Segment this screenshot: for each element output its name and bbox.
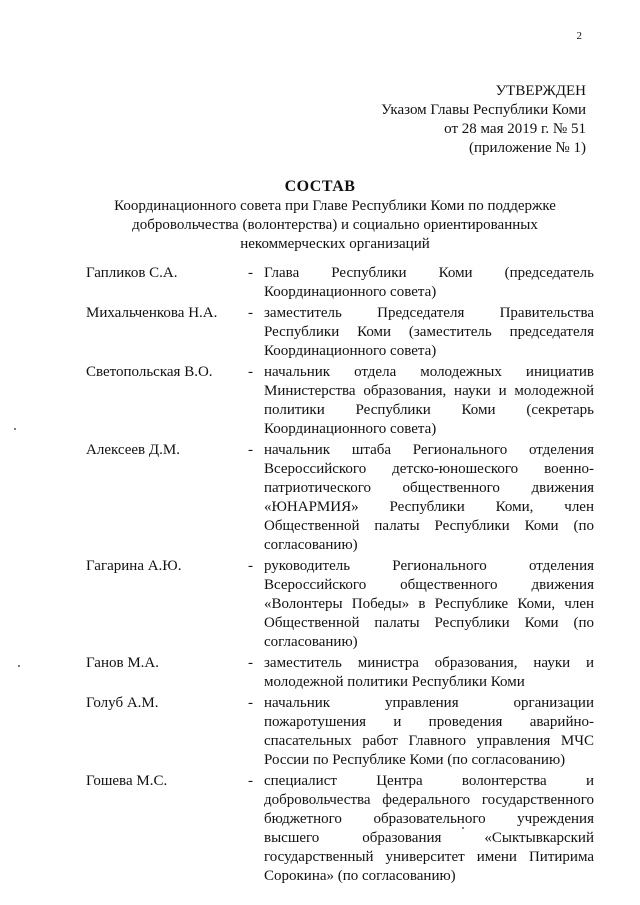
member-dash: - bbox=[248, 695, 253, 711]
approval-appendix: (приложение № 1) bbox=[468, 140, 586, 156]
member-dash: - bbox=[248, 265, 253, 281]
member-row bbox=[0, 264, 640, 302]
member-row bbox=[0, 557, 640, 652]
member-role: начальник штаба Регионального отделения Всероссийского детско-юношеского военно-патриотического общественного движения «ЮНАРМИЯ» Республики Коми, член Общественной палаты Республики Коми (по согласованию) bbox=[264, 442, 594, 553]
member-role: начальник управления организации пожаротушения и проведения аварийно-спасательных работ Главного управления МЧС России по Республике Коми (по согласованию) bbox=[264, 695, 594, 768]
approval-heading: УТВЕРЖДЕН bbox=[495, 83, 586, 99]
member-role: специалист Центра волонтерства и добровольчества федерального государственного бюджетного образовательного учреждения высшего образования «Сыктывкарский государственный университет имени Питирима Сорокина» (по согласованию) bbox=[264, 773, 594, 884]
page-number: 2 bbox=[576, 30, 582, 42]
member-row bbox=[0, 304, 640, 361]
member-name: Гапликов С.А. bbox=[86, 265, 178, 281]
member-row bbox=[0, 772, 640, 886]
member-row bbox=[0, 363, 640, 439]
document-title: СОСТАВ bbox=[284, 178, 356, 195]
member-name: Михальченкова Н.А. bbox=[86, 305, 218, 321]
approval-block bbox=[381, 82, 586, 158]
member-name: Алексеев Д.М. bbox=[86, 442, 180, 458]
member-row bbox=[0, 441, 640, 555]
member-row bbox=[0, 654, 640, 692]
member-name: Гошева М.С. bbox=[86, 773, 168, 789]
document-subtitle: Координационного совета при Главе Республики Коми по поддержке добровольчества (волонтерства) и социально ориентированных некоммерческих организаций bbox=[114, 198, 556, 252]
member-role: начальник отдела молодежных инициатив Министерства образования, науки и молодежной политики Республики Коми (секретарь Координационного совета) bbox=[264, 364, 594, 437]
member-role: заместитель министра образования, науки и молодежной политики Республики Коми bbox=[264, 655, 594, 690]
scan-speck bbox=[462, 827, 464, 829]
scan-speck bbox=[18, 665, 20, 667]
member-role: руководитель Регионального отделения Всероссийского общественного движения «Волонтеры Победы» в Республике Коми, член Общественной палаты Республики Коми (по согласованию) bbox=[264, 558, 594, 650]
member-dash: - bbox=[248, 305, 253, 321]
member-dash: - bbox=[248, 558, 253, 574]
member-role: заместитель Председателя Правительства Республики Коми (заместитель председателя Координационного совета) bbox=[264, 305, 594, 359]
scan-speck bbox=[14, 428, 16, 430]
member-dash: - bbox=[248, 442, 253, 458]
member-dash: - bbox=[248, 773, 253, 789]
approval-decree: Указом Главы Республики Коми bbox=[381, 102, 586, 118]
member-name: Голуб А.М. bbox=[86, 695, 159, 711]
member-dash: - bbox=[248, 655, 253, 671]
member-name: Светопольская В.О. bbox=[86, 364, 213, 380]
members-list bbox=[0, 264, 640, 888]
member-role: Глава Республики Коми (председатель Координационного совета) bbox=[264, 265, 594, 300]
member-name: Гагарина А.Ю. bbox=[86, 558, 182, 574]
approval-date: от 28 мая 2019 г. № 51 bbox=[444, 121, 586, 137]
member-dash: - bbox=[248, 364, 253, 380]
member-name: Ганов М.А. bbox=[86, 655, 159, 671]
member-row bbox=[0, 694, 640, 770]
